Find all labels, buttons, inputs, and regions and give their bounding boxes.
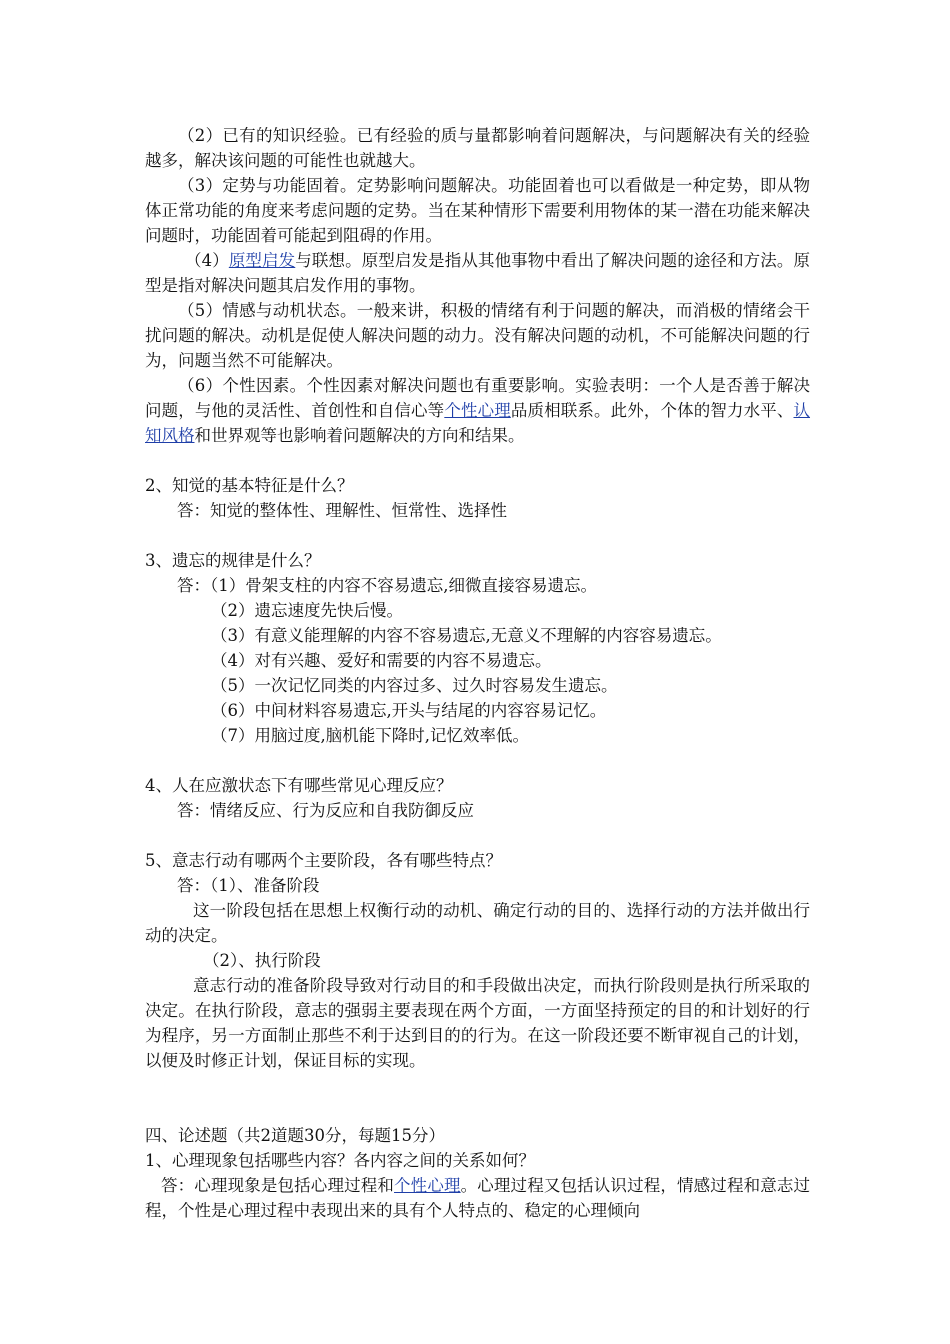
link-prototype-inspiration[interactable]: 原型启发: [228, 251, 296, 270]
link-personality-psychology[interactable]: 个性心理: [444, 401, 511, 420]
answer-3-item: （3）有意义能理解的内容不容易遗忘,无意义不理解的内容容易遗忘。: [211, 626, 722, 645]
answer-3-item: （4）对有兴趣、爱好和需要的内容不易遗忘。: [211, 651, 552, 670]
question-4: 4、人在应激状态下有哪些常见心理反应？: [145, 776, 453, 795]
stage1-description: 这一阶段包括在思想上权衡行动的动机、确定行动的目的、选择行动的方法并做出行动的决定。: [145, 901, 810, 945]
paragraph-item2: （2）已有的知识经验。已有经验的质与量都影响着问题解决，与问题解决有关的经验越多，解决该问题的可能性也就越大。: [145, 126, 810, 170]
answer-2: 答：知觉的整体性、理解性、恒常性、选择性: [177, 501, 507, 520]
essay-answer-1: [145, 1173, 810, 1223]
item4-prefix: （4）: [185, 251, 229, 270]
item4-text: 与联想。原型启发是指从其他事物中看出了解决问题的途径和方法。原型是指对解决问题其启发作用的事物。: [145, 251, 811, 295]
answer-3-item: （5）一次记忆同类的内容过多、过久时容易发生遗忘。: [211, 676, 618, 695]
item6-text-b: 品质相联系。此外，个体的智力水平、: [510, 401, 794, 420]
question-2: 2、知觉的基本特征是什么？: [145, 476, 354, 495]
item6-text-c: 和世界观等也影响着问题解决的方向和结果。: [194, 426, 525, 445]
answer-4: 答：情绪反应、行为反应和自我防御反应: [177, 801, 474, 820]
stage2-description: 意志行动的准备阶段导致对行动目的和手段做出决定，而执行阶段则是执行所采取的决定。在执行阶段，意志的强弱主要表现在两个方面，一方面坚持预定的目的和计划好的行为程序，另一方面制止那些不利于达到目的的行为。在这一阶段还要不断审视自己的计划，以便及时修正计划，保证目标的实现。: [145, 976, 810, 1070]
answer-3-first: 答：（1）骨架支柱的内容不容易遗忘,细微直接容易遗忘。: [177, 576, 597, 595]
answer-5-stage1: 答：（1）、准备阶段: [177, 876, 320, 895]
section-4-heading: 四、论述题（共2道题30分，每题15分）: [145, 1126, 445, 1145]
answer-3-item: （6）中间材料容易遗忘,开头与结尾的内容容易记忆。: [211, 701, 607, 720]
answer-3-item: （7）用脑过度,脑机能下降时,记忆效率低。: [211, 726, 529, 745]
link-cognitive-style[interactable]: 认知风格: [145, 401, 811, 445]
question-5: 5、意志行动有哪两个主要阶段，各有哪些特点？: [145, 851, 502, 870]
essay-question-1: 1、心理现象包括哪些内容？各内容之间的关系如何？: [145, 1151, 535, 1170]
document-page: [145, 123, 810, 1223]
paragraph-item3: （3）定势与功能固着。定势影响问题解决。功能固着也可以看做是一种定势，即从物体正常功能的角度来考虑问题的定势。当在某种情形下需要利用物体的某一潜在功能来解决问题时，功能固着可能起到阻碍的作用。: [145, 176, 810, 245]
paragraph-item6: [145, 373, 810, 448]
answer-5-stage2: （2）、执行阶段: [203, 951, 321, 970]
answer-3-item: （2）遗忘速度先快后慢。: [211, 601, 403, 620]
essay-answer-text-a: 答：心理现象是包括心理过程和: [161, 1176, 395, 1195]
paragraph-item4: [145, 248, 810, 298]
question-3: 3、遗忘的规律是什么？: [145, 551, 321, 570]
link-personality-psychology-2[interactable]: 个性心理: [394, 1176, 461, 1195]
essay-answer-text-b: 。心理过程又包括认识过程，情感过程和意志过程，个性是心理过程中表现出来的具有个人特点的、稳定的心理倾向: [145, 1176, 811, 1220]
paragraph-item5: （5）情感与动机状态。一般来讲，积极的情绪有利于问题的解决，而消极的情绪会干扰问题的解决。动机是促使人解决问题的动力。没有解决问题的动机，不可能解决问题的行为，问题当然不可能解决。: [145, 301, 810, 370]
item6-text-a: （6）个性因素。个性因素对解决问题也有重要影响。实验表明：一个人是否善于解决问题，与他的灵活性、首创性和自信心等: [145, 376, 810, 420]
